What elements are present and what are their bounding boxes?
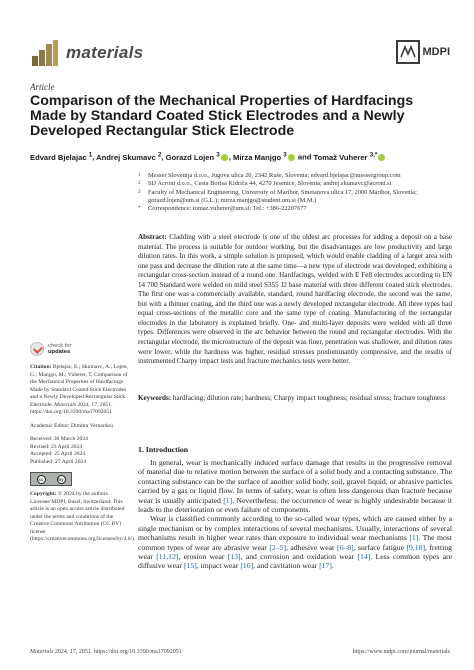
orcid-icon[interactable] xyxy=(288,154,295,161)
section-heading: 1. Introduction xyxy=(138,445,189,454)
copyright: Copyright: © 2024 by the authors. Licensee MDPI, Basel, Switzerland. This article is an open access article distributed under the terms and conditions of the Creative Commons Attribution (CC BY) license (https://creativecommons.org/licenses/by/4.0/). xyxy=(30,491,136,542)
publisher-logo[interactable] xyxy=(396,40,451,64)
academic-editor: Academic Editor: Dimitra Vernardou xyxy=(30,422,114,429)
article-sidebar xyxy=(30,342,136,550)
author[interactable]: Gorazd Lojen $^3$ xyxy=(165,151,220,162)
check-for-updates-button[interactable]: check for updates xyxy=(30,342,128,356)
citation-link[interactable]: [6–8] xyxy=(337,542,354,552)
author-list: Edvard Bjelajac $^1$, Andrej Skumavc $^2$, Gorazd Lojen $^3$ , Mirza Manjgo $^3$ and Tomaž Vuherer $^{3,*}$ xyxy=(30,151,450,162)
dates: Received: 30 March 2024 Revised: 23 April 2024 Accepted: 25 April 2024 Published: 27 April 2024 xyxy=(30,436,88,465)
orcid-icon[interactable] xyxy=(378,154,385,161)
citation-link[interactable]: [13] xyxy=(227,552,241,562)
citation-link[interactable]: [2–5] xyxy=(269,542,287,552)
author[interactable]: Edvard Bjelajac $^1$ xyxy=(30,151,93,162)
abstract-text: Cladding with a steel electrode is one of the oldest arc processes for adding a deposit on a base material. The process is suitable for outdoor working, but the disadvantages are low productivity and large dilution rates. In this work, a simple solution is proposed, which would enable cladding of a larger area with one pass and decrease the dilution rate at the same time—a new type of electrode was developed, exhibiting a rectangular cross-section instead of a round one. Hardfacings, welded with E Fe8 electrodes according to EN 14 700 Standard were welded on mild steel S355 J2 base material with three different coated stick electrodes. The first one was a commercially available, standard, round hardfacing electrode, the second was the same, but with a thinner coating, and the third one was a newly developed rectangular electrode. All three types had equal cross-sections of the metallic core and the same type of coating. Manufacturing of the rectangular electrodes in the laboratory is explained briefly. One- and multi-layer deposits were welded with all three types. Differences were observed in the arc behavior between the round and rectangular electrodes. With the rectangular electrode, the microstructure of the deposit was finer, penetration was shallower, and dilution rates were lower, while the hardness was higher, residual stresses predominantly compressive, and the results of instrumented Charpy impact tests and fracture mechanics tests were better. xyxy=(138,233,452,366)
citation-link[interactable]: [16] xyxy=(240,561,254,571)
affiliation: 3 Faculty of Mechanical Engineering, University of Maribor, Smetanova ulica 17, 2000 Maribor, Slovenia; gorazd.lojen@um.si (G.L.); mirza.manjgo@student.um.si (M.M.) xyxy=(138,188,417,204)
citation-link[interactable]: [11,12] xyxy=(156,552,179,562)
footer-citation: Materials 2024, 17, 2051. https://doi.org/10.3390/ma17092051 xyxy=(30,649,182,655)
cc-license-badge[interactable] xyxy=(30,472,128,486)
citation: Citation: Bjelajac, E.; Skumavc, A.; Lojen, G.; Manjgo, M.; Vuherer, T. Comparison of the Mechanical Properties of Hardfacings Made by Standard Coated Stick Electrodes and a Newly Developed Rectangular Stick Electrode. Materials 2024, 17, 2051. https://doi.org/10.3390/ma17092051 xyxy=(30,364,128,415)
footer-journal-link[interactable]: https://www.mdpi.com/journal/materials xyxy=(352,649,450,655)
abstract xyxy=(138,233,452,367)
affiliation: 2 SIJ Acroni d.o.o., Cesta Borisa Kidriča 44, 4270 Jesenice, Slovenia; andrej.skumavc@acroni.si xyxy=(138,180,392,188)
citation-link[interactable]: [9,10] xyxy=(406,542,426,552)
author[interactable]: Tomaž Vuherer $^{3,*}$ xyxy=(313,151,378,162)
paragraph: Wear is classified commonly according to the so-called wear types, which are caused either by a single mechanism or by complex interactions of several mechanisms. Usually, interactions of several mechanisms result in higher wear rates than exposure to individual wear mechanisms [1]. The most common types of wear are abrasive wear [2–5], adhesive wear [6–8], surface fatigue [9,10], fretting wear [11,12], erosion wear [13], and corrosion and oxidation wear [14]. Less common types are diffusive wear [15], impact wear [16], and cavitation wear [17]. xyxy=(138,514,452,571)
abstract-label: Abstract: xyxy=(138,233,167,241)
author[interactable]: Andrej Skumavc $^2$ xyxy=(96,151,162,162)
citation-doi-link[interactable]: 2024, 17, 2051. https://doi.org/10.3390/ma17092051 xyxy=(30,401,113,415)
paragraph: In general, wear is mechanically induced surface damage that results in the progressive removal of material due to relative motion between the surface of a solid body and a contacting substance. The contacting substance can be the surface of another solid body, soil, gravel liquid, or abrasive particles carried by a gas or liquid flow. In terms of safety, wear is often less dangerous than fracture because wear is usually anticipated [1]. Nevertheless, the occurrence of wear is highly undesirable because it leads to the deterioration or even failure of components. xyxy=(138,458,452,515)
article-title: Comparison of the Mechanical Properties of Hardfacings Made by Standard Coated Stick Electrodes and a Newly Developed Rectangular Stick Electrode xyxy=(30,93,414,139)
keywords-text: hardfacing; dilution rate; hardness; Charpy impact toughness; residual stress; fracture toughness xyxy=(172,394,446,402)
orcid-icon[interactable] xyxy=(221,154,228,161)
journal-logo[interactable] xyxy=(30,38,143,68)
citation-link[interactable]: [14] xyxy=(357,552,371,562)
journal-name: materials xyxy=(66,43,144,62)
page-header xyxy=(30,38,450,72)
citation-link[interactable]: [1] xyxy=(223,495,233,505)
by-icon: by xyxy=(58,476,64,482)
keywords xyxy=(138,394,452,404)
citation-link[interactable]: [17] xyxy=(319,561,332,571)
check-updates-icon xyxy=(30,342,44,356)
keywords-label: Keywords: xyxy=(138,394,172,402)
affiliations xyxy=(138,172,450,213)
cc-icon: cc xyxy=(38,476,44,482)
mdpi-icon xyxy=(396,40,420,64)
affiliation: 1 Messer Slovenija d.o.o., Jugova ulica 20, 2342 Ruše, Slovenia; edvard.bjelajac@messergroup.com xyxy=(138,172,401,179)
introduction-body xyxy=(138,458,452,571)
article-type: Article xyxy=(30,82,55,92)
correspondence: * Correspondence: tomaz.vuherer@um.si; Tel.: +386-22207677 xyxy=(138,205,307,213)
publisher-name: MDPI xyxy=(422,46,450,58)
citation-link[interactable]: [1] xyxy=(409,533,419,543)
citation-link[interactable]: [15] xyxy=(183,561,197,571)
materials-logo-icon xyxy=(30,38,60,68)
author[interactable]: Mirza Manjgo $^3$ xyxy=(233,151,287,162)
